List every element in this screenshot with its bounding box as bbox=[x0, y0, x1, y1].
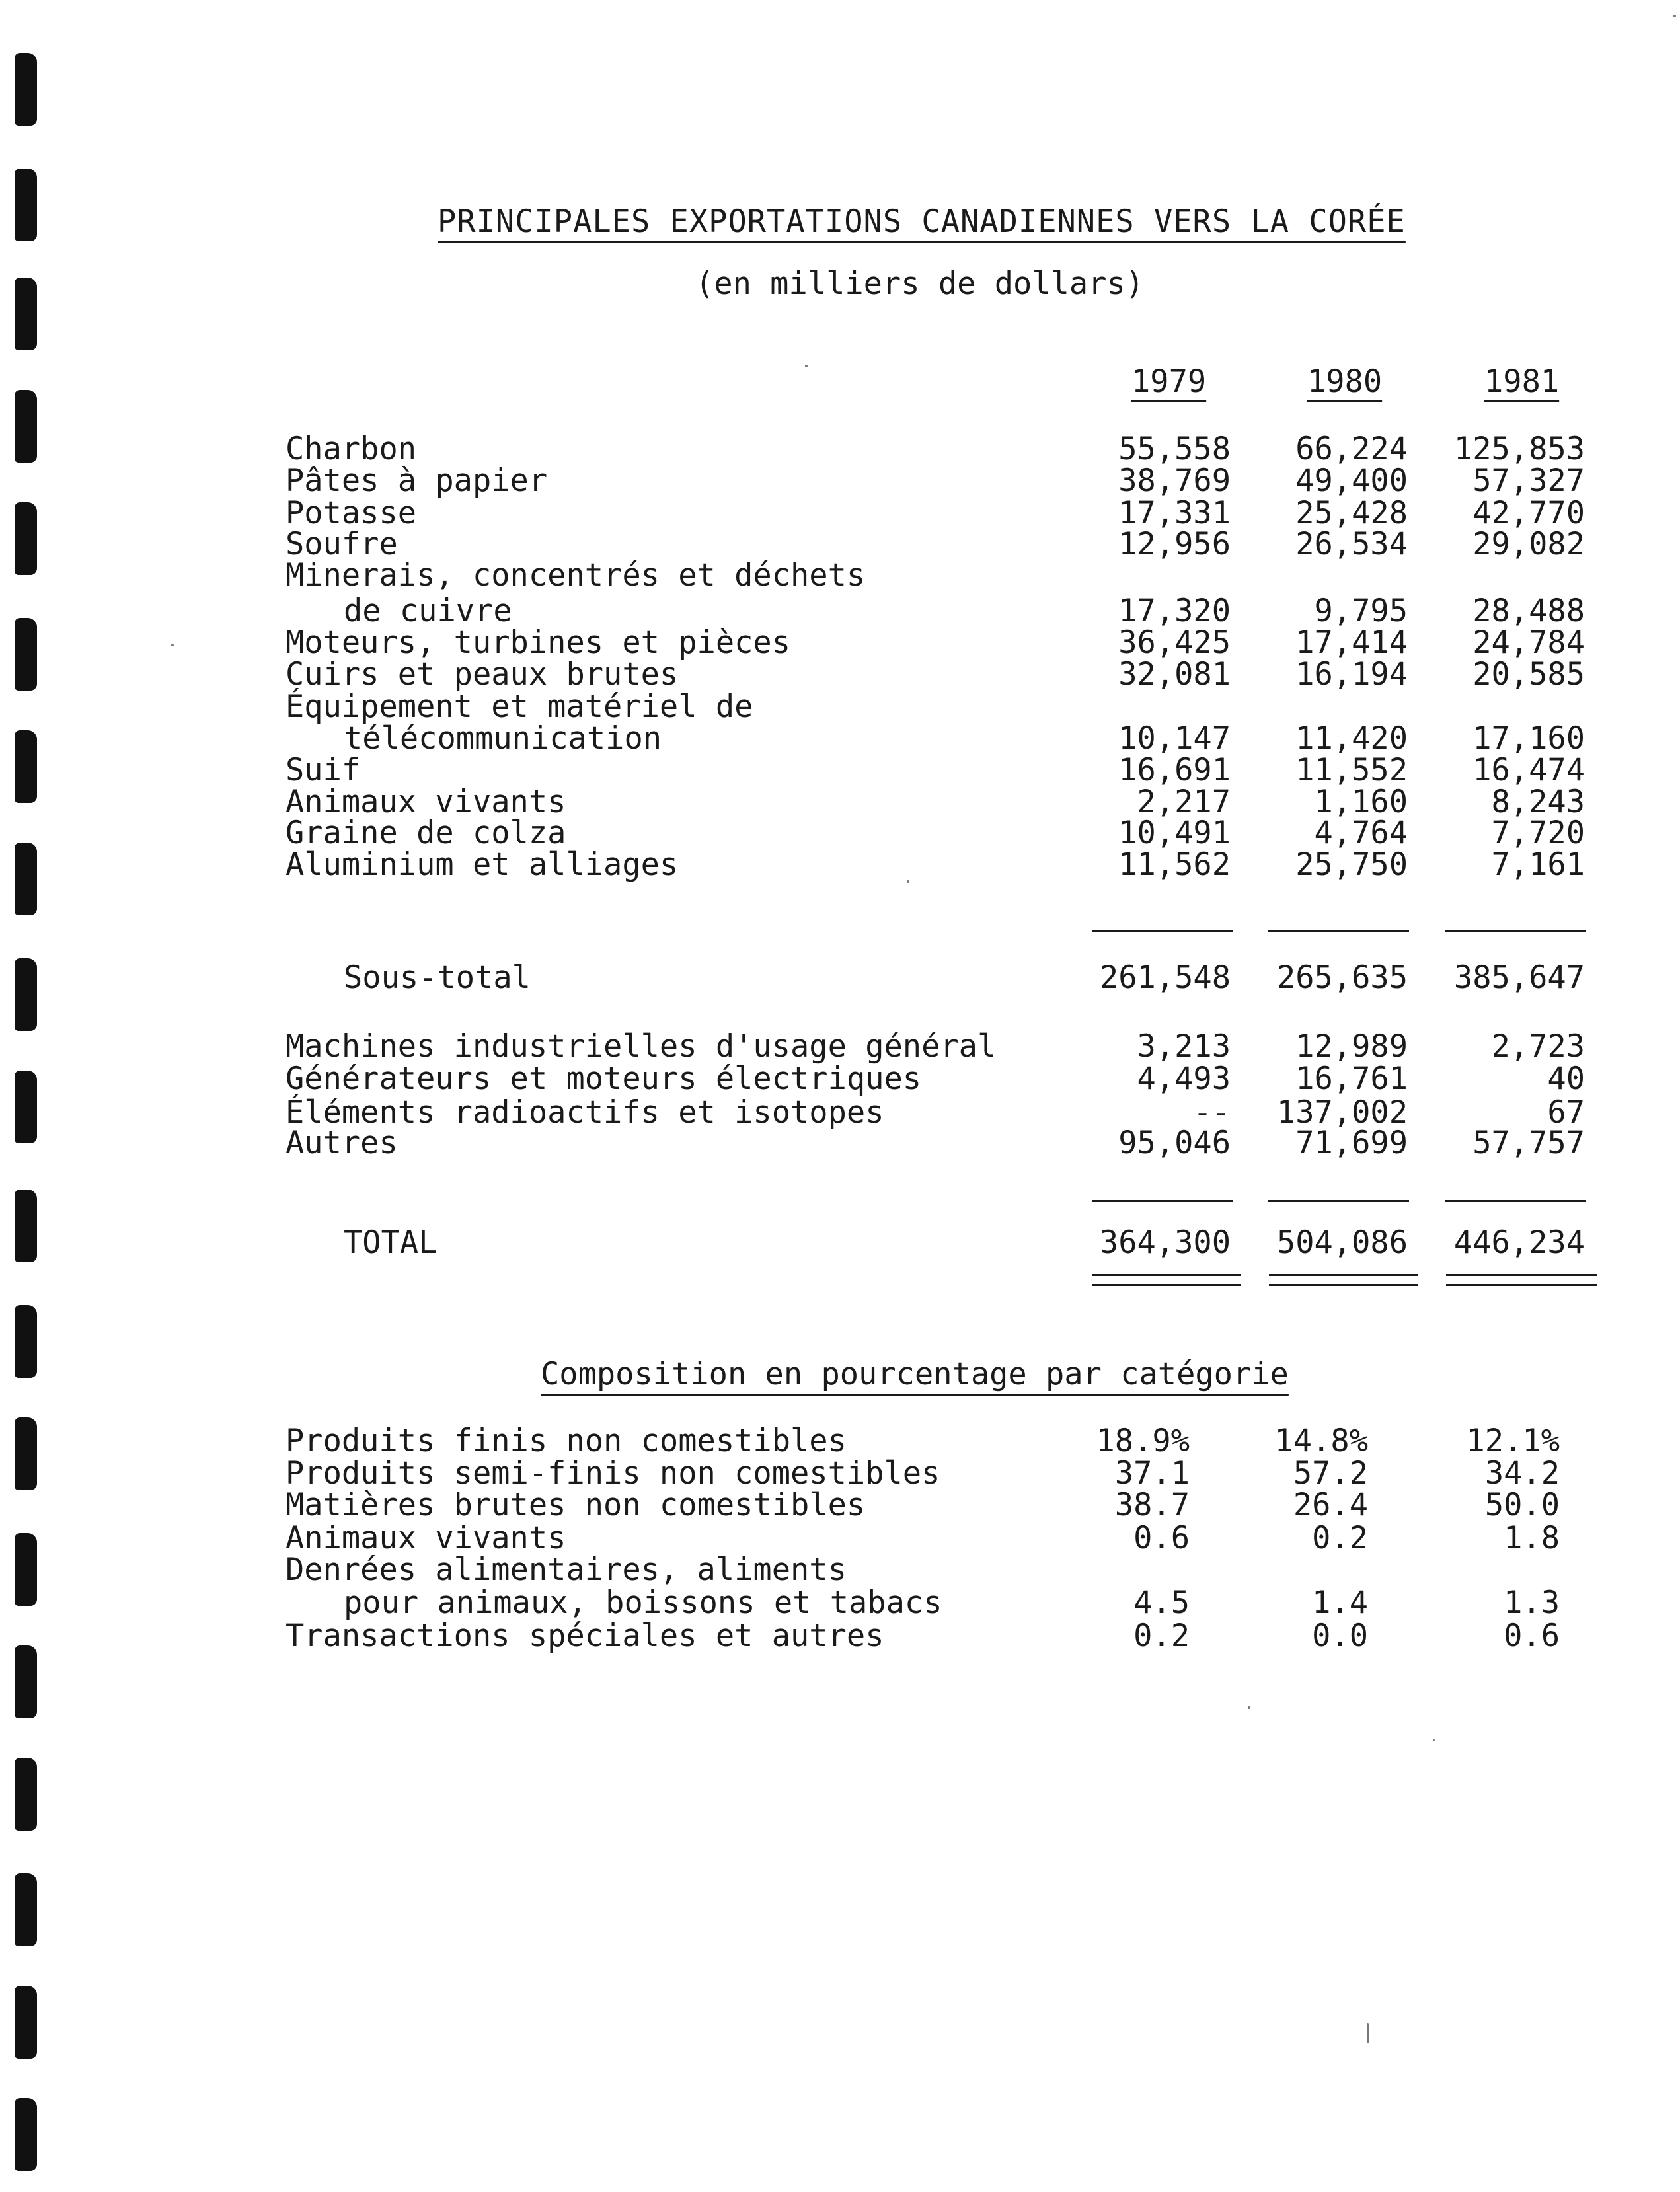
value-1981: 2,723 bbox=[1491, 1028, 1585, 1065]
value-1980: 16,194 bbox=[1295, 656, 1408, 693]
table-row bbox=[0, 1028, 1680, 1065]
row-label: TOTAL bbox=[344, 1225, 438, 1261]
percent-1980: 14.8% bbox=[1274, 1423, 1368, 1459]
table-row bbox=[0, 656, 1680, 693]
table-row bbox=[0, 689, 1680, 725]
value-1979: 32,081 bbox=[1118, 656, 1231, 693]
table-row bbox=[0, 815, 1680, 851]
value-1980: 16,761 bbox=[1295, 1061, 1408, 1097]
table-row bbox=[0, 495, 1680, 531]
percent-1979: 37.1 bbox=[1114, 1455, 1190, 1492]
percent-1979: 0.2 bbox=[1133, 1618, 1190, 1654]
row-label: Équipement et matériel de bbox=[286, 689, 753, 725]
row-label: Minerais, concentrés et déchets bbox=[286, 557, 866, 593]
document-subtitle: (en milliers de dollars) bbox=[695, 266, 1145, 302]
row-label: Suif bbox=[286, 752, 361, 788]
value-1980: 137,002 bbox=[1276, 1094, 1408, 1131]
percent-1981: 34.2 bbox=[1484, 1455, 1560, 1492]
composition-title: Composition en pourcentage par catégorie bbox=[541, 1356, 1289, 1392]
value-1980: 66,224 bbox=[1295, 431, 1408, 467]
table-row bbox=[0, 624, 1680, 661]
total-double-rule bbox=[1092, 1274, 1241, 1286]
value-1980: 4,764 bbox=[1314, 815, 1408, 851]
year-header-1979: 1979 bbox=[1131, 363, 1207, 400]
value-1981: 7,161 bbox=[1491, 847, 1585, 883]
value-1980: 49,400 bbox=[1295, 463, 1408, 499]
value-1981: 125,853 bbox=[1453, 431, 1585, 467]
value-1979: -- bbox=[1193, 1094, 1231, 1131]
value-1980: 265,635 bbox=[1276, 960, 1408, 996]
value-1979: 4,493 bbox=[1137, 1061, 1231, 1097]
value-1979: 17,320 bbox=[1118, 593, 1231, 629]
table-row bbox=[0, 784, 1680, 820]
document-title: PRINCIPALES EXPORTATIONS CANADIENNES VERS LA CORÉE bbox=[438, 204, 1406, 240]
row-label: Soufre bbox=[286, 526, 398, 562]
percent-1981: 12.1% bbox=[1466, 1423, 1560, 1459]
percent-1979: 0.6 bbox=[1133, 1520, 1190, 1556]
percent-1979: 18.9% bbox=[1096, 1423, 1190, 1459]
row-label: Moteurs, turbines et pièces bbox=[286, 624, 791, 661]
value-1981: 29,082 bbox=[1472, 526, 1585, 562]
value-1981: 57,327 bbox=[1472, 463, 1585, 499]
composition-row bbox=[0, 1585, 1680, 1621]
total-rule bbox=[1445, 1200, 1586, 1202]
value-1981: 446,234 bbox=[1453, 1225, 1585, 1261]
percent-1980: 0.0 bbox=[1312, 1618, 1368, 1654]
value-1981: 67 bbox=[1547, 1094, 1585, 1131]
table-row bbox=[0, 720, 1680, 757]
value-1981: 16,474 bbox=[1472, 752, 1585, 788]
total-rule bbox=[1268, 1200, 1409, 1202]
value-1980: 71,699 bbox=[1295, 1125, 1408, 1161]
row-label: Matières brutes non comestibles bbox=[286, 1487, 866, 1523]
scan-speck bbox=[805, 365, 808, 367]
row-label: Produits semi-finis non comestibles bbox=[286, 1455, 940, 1492]
row-label: Pâtes à papier bbox=[286, 463, 548, 499]
total-rule bbox=[1092, 1200, 1233, 1202]
composition-row bbox=[0, 1618, 1680, 1654]
value-1979: 364,300 bbox=[1099, 1225, 1231, 1261]
table-row bbox=[0, 526, 1680, 562]
composition-row bbox=[0, 1455, 1680, 1492]
row-label: télécommunication bbox=[344, 720, 662, 757]
value-1979: 2,217 bbox=[1137, 784, 1231, 820]
row-label: Autres bbox=[286, 1125, 398, 1161]
subtotal-row bbox=[0, 960, 1680, 996]
table-row bbox=[0, 1094, 1680, 1131]
table-row bbox=[0, 1061, 1680, 1097]
row-label: Générateurs et moteurs électriques bbox=[286, 1061, 922, 1097]
value-1980: 504,086 bbox=[1276, 1225, 1408, 1261]
table-row bbox=[0, 1125, 1680, 1161]
value-1980: 9,795 bbox=[1314, 593, 1408, 629]
scan-speck bbox=[1433, 1739, 1435, 1741]
value-1980: 11,552 bbox=[1295, 752, 1408, 788]
value-1979: 10,491 bbox=[1118, 815, 1231, 851]
value-1979: 55,558 bbox=[1118, 431, 1231, 467]
value-1981: 42,770 bbox=[1472, 495, 1585, 531]
value-1979: 11,562 bbox=[1118, 847, 1231, 883]
value-1980: 1,160 bbox=[1314, 784, 1408, 820]
value-1979: 3,213 bbox=[1137, 1028, 1231, 1065]
table-row bbox=[0, 557, 1680, 593]
percent-1980: 57.2 bbox=[1293, 1455, 1368, 1492]
percent-1981: 50.0 bbox=[1484, 1487, 1560, 1523]
table-row bbox=[0, 463, 1680, 499]
value-1981: 28,488 bbox=[1472, 593, 1585, 629]
percent-1980: 1.4 bbox=[1312, 1585, 1368, 1621]
percent-1981: 1.3 bbox=[1504, 1585, 1560, 1621]
percent-1981: 1.8 bbox=[1504, 1520, 1560, 1556]
value-1979: 38,769 bbox=[1118, 463, 1231, 499]
table-row bbox=[0, 431, 1680, 467]
row-label: Sous-total bbox=[344, 960, 531, 996]
value-1981: 57,757 bbox=[1472, 1125, 1585, 1161]
row-label: Transactions spéciales et autres bbox=[286, 1618, 884, 1654]
row-label: Éléments radioactifs et isotopes bbox=[286, 1094, 884, 1131]
scan-speck bbox=[1367, 2023, 1369, 2043]
value-1980: 17,414 bbox=[1295, 624, 1408, 661]
year-header-1980: 1980 bbox=[1307, 363, 1383, 400]
value-1980: 26,534 bbox=[1295, 526, 1408, 562]
row-label: Animaux vivants bbox=[286, 1520, 566, 1556]
value-1981: 17,160 bbox=[1472, 720, 1585, 757]
total-row bbox=[0, 1225, 1680, 1261]
table-row bbox=[0, 752, 1680, 788]
value-1981: 7,720 bbox=[1491, 815, 1585, 851]
row-label: Potasse bbox=[286, 495, 417, 531]
value-1979: 10,147 bbox=[1118, 720, 1231, 757]
subtotal-rule bbox=[1445, 930, 1586, 932]
row-label: Aluminium et alliages bbox=[286, 847, 679, 883]
row-label: Animaux vivants bbox=[286, 784, 566, 820]
value-1979: 261,548 bbox=[1099, 960, 1231, 996]
value-1980: 11,420 bbox=[1295, 720, 1408, 757]
subtotal-rule bbox=[1268, 930, 1409, 932]
row-label: Cuirs et peaux brutes bbox=[286, 656, 679, 693]
row-label: de cuivre bbox=[344, 593, 512, 629]
row-label: Denrées alimentaires, aliments bbox=[286, 1552, 847, 1588]
scan-speck bbox=[171, 644, 174, 646]
value-1980: 12,989 bbox=[1295, 1028, 1408, 1065]
percent-1980: 26.4 bbox=[1293, 1487, 1368, 1523]
total-double-rule bbox=[1269, 1274, 1418, 1286]
value-1981: 385,647 bbox=[1453, 960, 1585, 996]
percent-1979: 38.7 bbox=[1114, 1487, 1190, 1523]
value-1979: 16,691 bbox=[1118, 752, 1231, 788]
percent-1979: 4.5 bbox=[1133, 1585, 1190, 1621]
row-label: Machines industrielles d'usage général bbox=[286, 1028, 997, 1065]
value-1981: 40 bbox=[1547, 1061, 1585, 1097]
value-1979: 95,046 bbox=[1118, 1125, 1231, 1161]
value-1979: 36,425 bbox=[1118, 624, 1231, 661]
row-label: Charbon bbox=[286, 431, 417, 467]
value-1979: 17,331 bbox=[1118, 495, 1231, 531]
row-label: pour animaux, boissons et tabacs bbox=[344, 1585, 942, 1621]
value-1981: 20,585 bbox=[1472, 656, 1585, 693]
table-row bbox=[0, 593, 1680, 629]
value-1981: 8,243 bbox=[1491, 784, 1585, 820]
composition-row bbox=[0, 1520, 1680, 1556]
percent-1981: 0.6 bbox=[1504, 1618, 1560, 1654]
value-1980: 25,750 bbox=[1295, 847, 1408, 883]
scan-speck bbox=[1248, 1706, 1250, 1709]
year-header-1981: 1981 bbox=[1484, 363, 1560, 400]
composition-row bbox=[0, 1423, 1680, 1459]
row-label: Graine de colza bbox=[286, 815, 566, 851]
composition-row bbox=[0, 1552, 1680, 1588]
table-row bbox=[0, 847, 1680, 883]
scan-speck bbox=[1673, 15, 1676, 17]
subtotal-rule bbox=[1092, 930, 1233, 932]
value-1981: 24,784 bbox=[1472, 624, 1585, 661]
row-label: Produits finis non comestibles bbox=[286, 1423, 847, 1459]
composition-row bbox=[0, 1487, 1680, 1523]
total-double-rule bbox=[1446, 1274, 1597, 1286]
scan-speck bbox=[907, 880, 909, 883]
percent-1980: 0.2 bbox=[1312, 1520, 1368, 1556]
value-1980: 25,428 bbox=[1295, 495, 1408, 531]
value-1979: 12,956 bbox=[1118, 526, 1231, 562]
